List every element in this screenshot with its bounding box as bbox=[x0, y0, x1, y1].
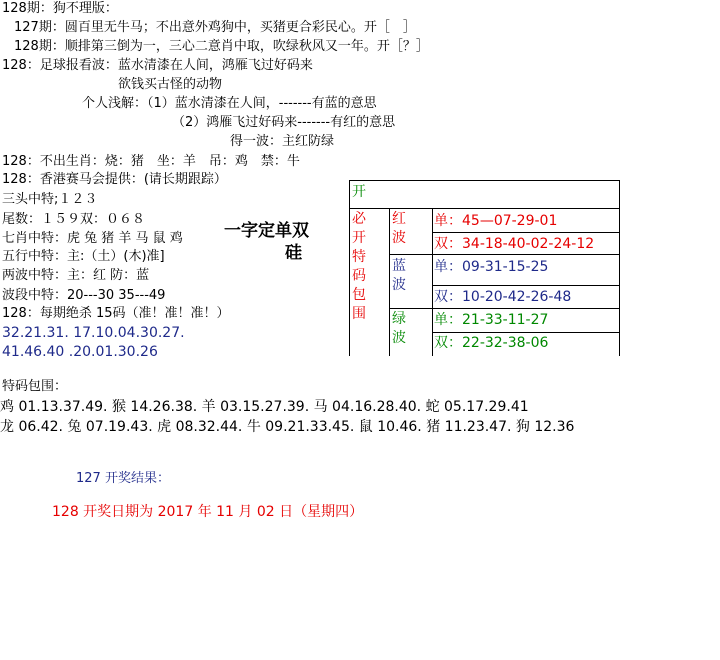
red-even-numbers: 双：34-18-40-02-24-12 bbox=[434, 236, 595, 252]
zodiac-numbers-row2: 龙 06.42. 兔 07.19.43. 虎 08.32.44. 牛 09.21.33.45. 鼠 10.46. 猪 11.23.47. 狗 12.36 bbox=[0, 419, 575, 435]
special-code-title: 特码包围： bbox=[2, 379, 68, 394]
two-waves: 两波中特：主：红 防：蓝 bbox=[2, 268, 150, 283]
blue-even-numbers: 双：10-20-42-26-48 bbox=[434, 289, 572, 305]
wave-conclusion: 得一波：主红防绿 bbox=[230, 134, 335, 149]
zodiac-numbers-row1: 鸡 01.13.37.49. 猴 14.26.38. 羊 03.15.27.39. 马 04.16.28.40. 蛇 05.17.29.41 bbox=[0, 399, 529, 415]
three-heads: 三头中特;１２３ bbox=[2, 192, 98, 207]
tail-numbers: 尾数：１５９双：０６８ bbox=[2, 212, 146, 227]
blue-odd-numbers: 单：09-31-15-25 bbox=[434, 259, 549, 275]
excluded-zodiacs: 128：不出生肖：烧：猪 坐：羊 吊：鸡 禁：牛 bbox=[2, 154, 300, 169]
interpretation-1: 个人浅解：（1）蓝水清漆在人间，-------有蓝的意思 bbox=[82, 96, 377, 111]
period-header: 128期：狗不理版： bbox=[2, 1, 118, 16]
draw-date-128: 128 开奖日期为 2017 年 11 月 02 日（星期四） bbox=[52, 504, 364, 520]
table-divider bbox=[389, 254, 619, 255]
headline-line2: 硅 bbox=[285, 243, 302, 263]
table-divider bbox=[350, 208, 619, 209]
verse-127: 127期：圆百里无牛马；不出意外鸡狗中，买猪更合彩民心。开［ ］ bbox=[14, 20, 416, 35]
kill-15-title: 128：每期绝杀 15码（准！准！准！） bbox=[2, 306, 230, 321]
kill-15-row2: 41.46.40 .20.01.30.26 bbox=[2, 344, 158, 360]
red-wave-label: 红波 bbox=[392, 211, 406, 246]
table-side-label: 必开特码包围 bbox=[352, 211, 366, 322]
table-header: 开 bbox=[352, 184, 366, 200]
seven-zodiacs: 七肖中特：虎 兔 猪 羊 马 鼠 鸡 bbox=[2, 231, 183, 246]
green-even-numbers: 双：22-32-38-06 bbox=[434, 335, 549, 351]
green-wave-label: 绿波 bbox=[392, 311, 406, 346]
green-odd-numbers: 单：21-33-11-27 bbox=[434, 312, 549, 328]
headline-line1: 一字定单双 bbox=[224, 221, 309, 241]
wave-segment: 波段中特：20---30 35---49 bbox=[2, 288, 166, 303]
football-tip: 128：足球报看波：蓝水清漆在人间，鸿雁飞过好码来 bbox=[2, 58, 313, 73]
table-divider bbox=[432, 232, 619, 233]
blue-wave-label: 蓝波 bbox=[392, 258, 406, 293]
red-odd-numbers: 单：45—07-29-01 bbox=[434, 213, 558, 229]
prediction-table bbox=[349, 180, 620, 356]
interpretation-2: （2）鸿雁飞过好码来-------有红的意思 bbox=[172, 115, 396, 130]
riddle-line: 欲钱买古怪的动物 bbox=[118, 77, 223, 92]
table-divider bbox=[432, 332, 619, 333]
table-divider bbox=[432, 285, 619, 286]
verse-128: 128期：顺排第三倒为一，三心二意肖中取，吹绿秋风又一年。开［？］ bbox=[14, 39, 429, 54]
kill-15-row1: 32.21.31. 17.10.04.30.27. bbox=[2, 325, 185, 341]
jockey-club-line: 128：香港赛马会提供：(请长期跟踪） bbox=[2, 172, 227, 187]
result-127: 127 开奖结果： bbox=[76, 471, 170, 486]
table-divider bbox=[432, 208, 433, 356]
table-divider bbox=[389, 308, 619, 309]
five-elements: 五行中特：主:（土）(木)准] bbox=[2, 249, 165, 264]
